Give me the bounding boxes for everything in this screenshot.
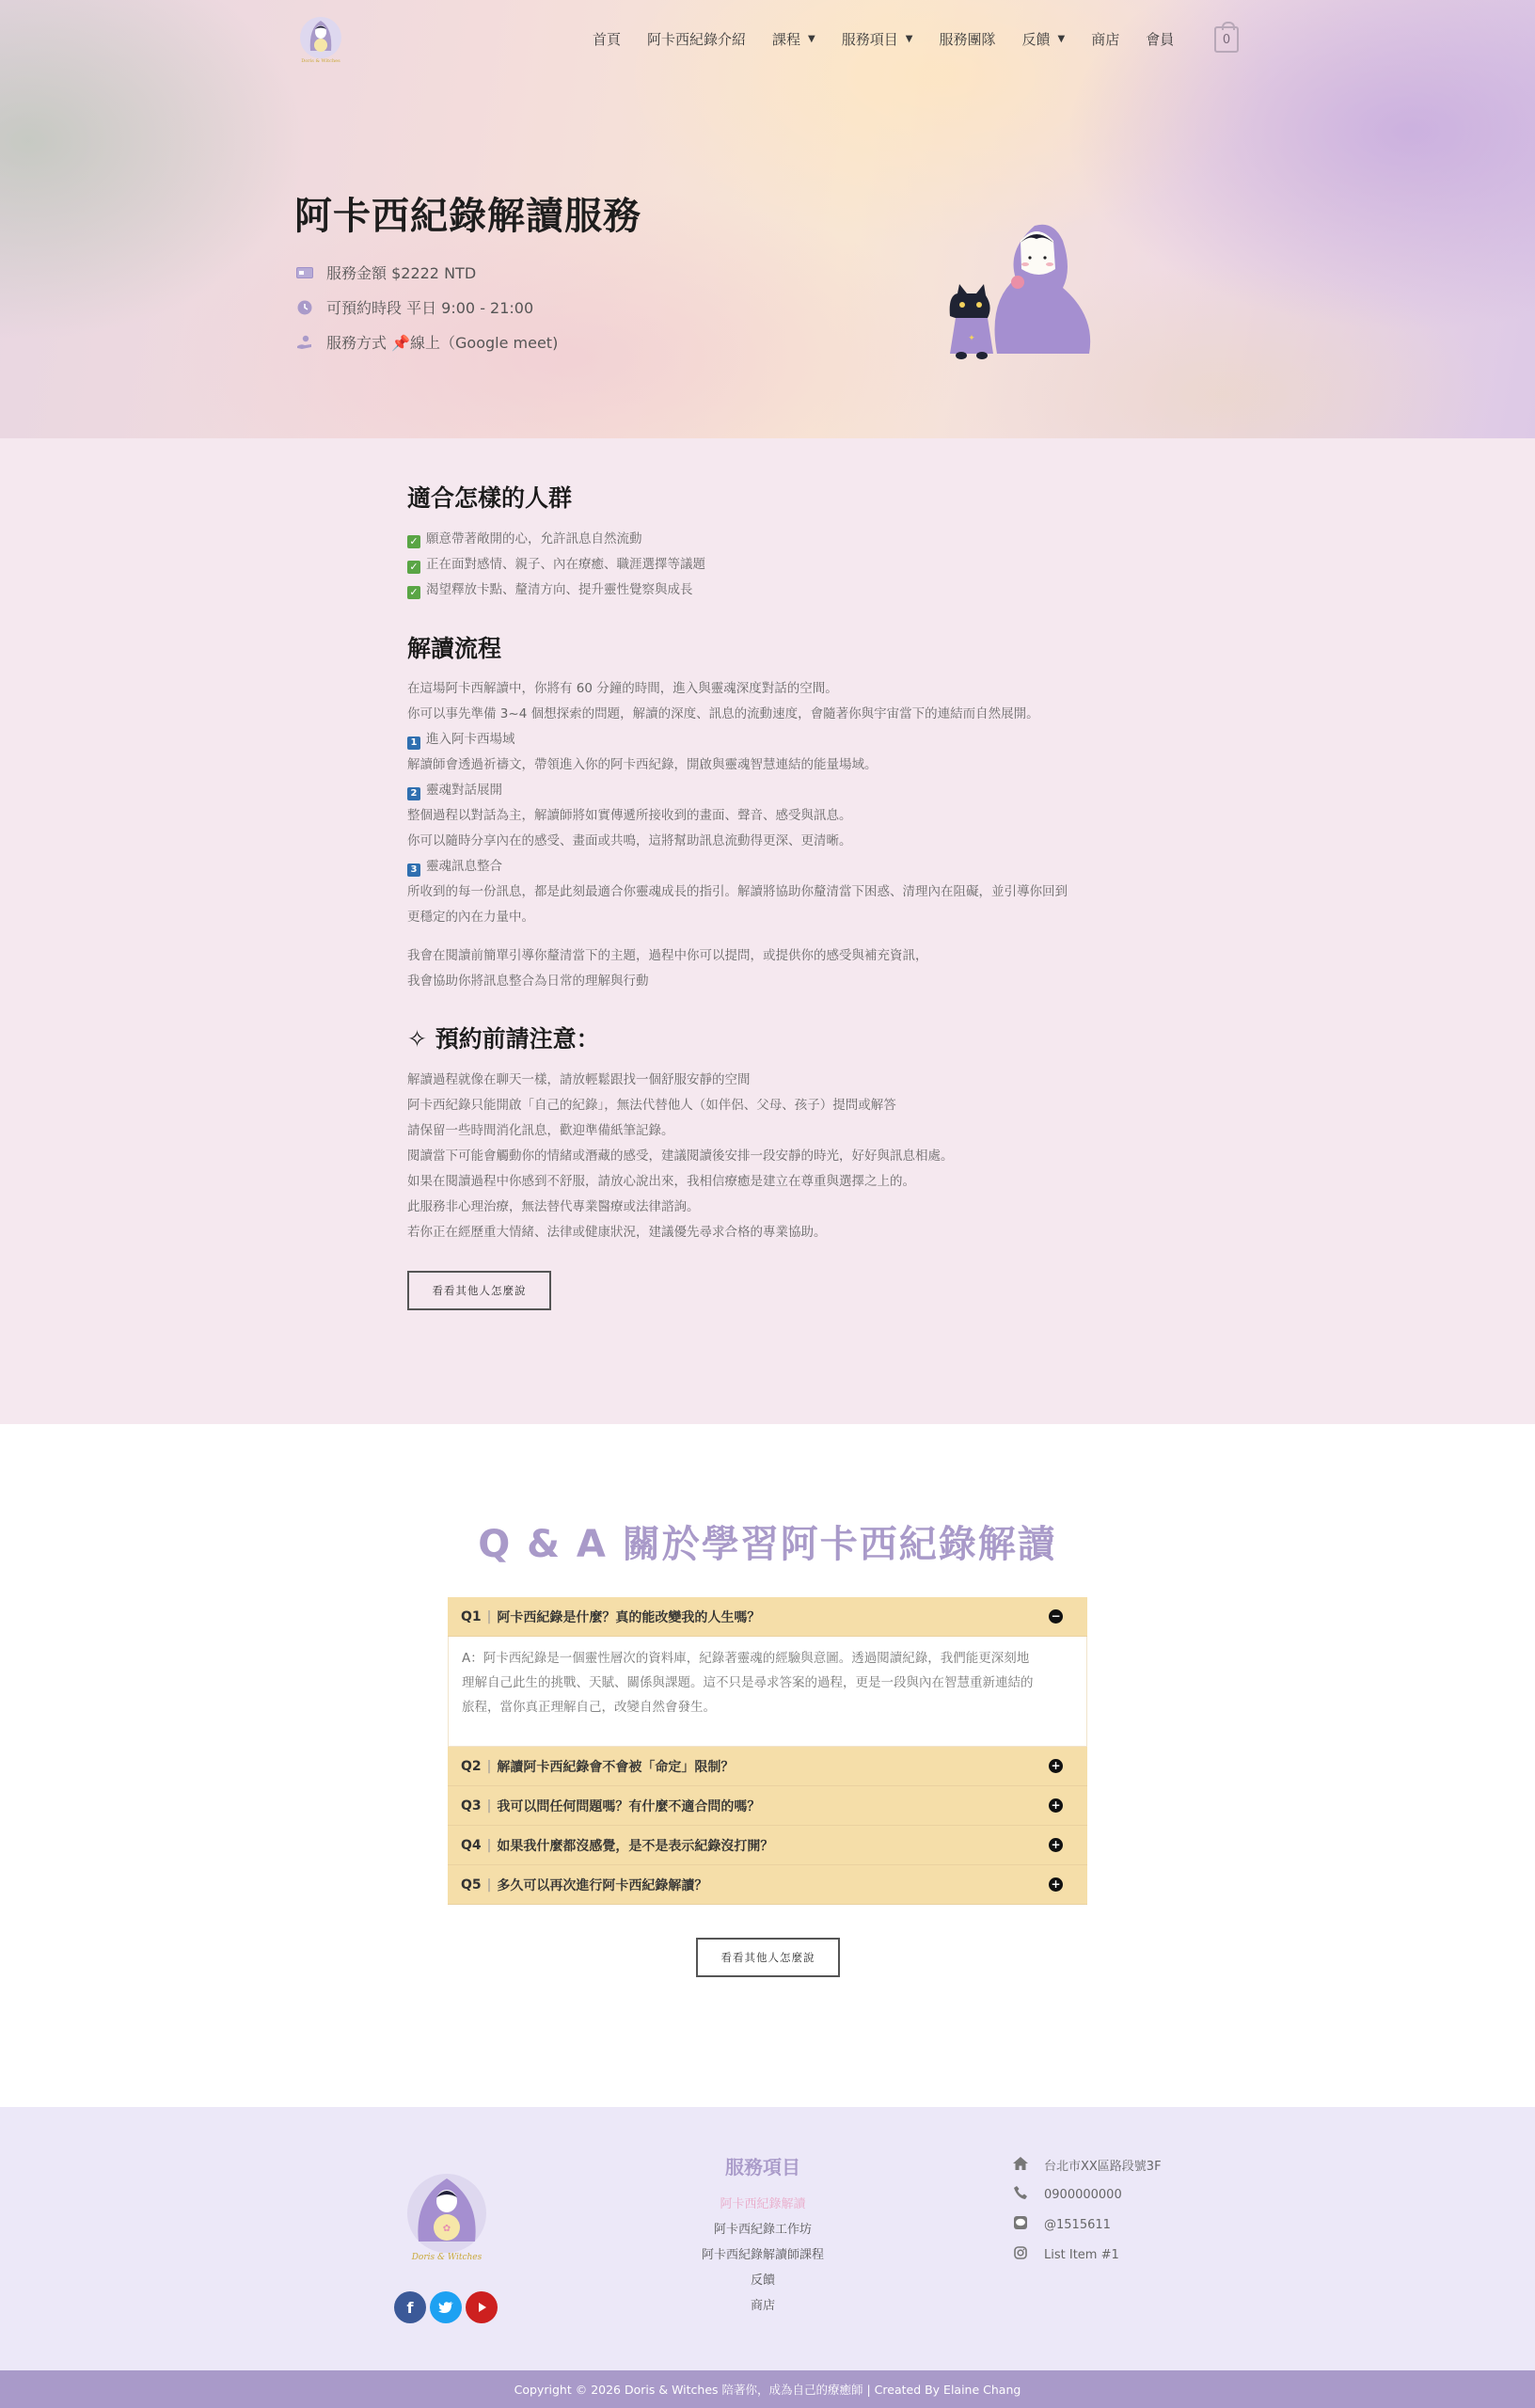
process-step-text: 整個過程以對話為主，解讀師將如實傳遞所接收到的畫面、聲音、感受與訊息。 (407, 808, 852, 823)
money-icon (296, 264, 313, 281)
faq-item-q1[interactable]: Q1 | 阿卡西紀錄是什麼？真的能改變我的人生嗎？ − (448, 1597, 1087, 1637)
notice-item: 請保留一些時間消化訊息，歡迎準備紙筆記錄。 (407, 1123, 674, 1138)
footer-link-workshop[interactable]: 阿卡西紀錄工作坊 (713, 2223, 812, 2237)
svg-text:✿: ✿ (442, 2224, 451, 2234)
minus-circle-icon[interactable]: − (1049, 1609, 1063, 1624)
price-line: 服務金額 $2222 NTD (296, 261, 476, 283)
service-detail-section (0, 438, 1535, 1424)
hours-line: 可預約時段 平日 9:00 - 21:00 (296, 296, 533, 318)
footer-link-feedback[interactable]: 反饋 (750, 2273, 775, 2288)
method-line: 服務方式 📌線上（Google meet) (296, 331, 558, 353)
cart-icon[interactable] (1214, 26, 1239, 53)
checkmark-icon: ✓ (407, 561, 420, 574)
process-closing: 我會協助你將訊息整合為日常的理解與行動 (407, 974, 649, 989)
caret-down-icon: ▼ (1057, 33, 1066, 44)
main-nav (593, 24, 1200, 53)
site-footer (0, 2107, 1535, 2370)
checkmark-icon: ✓ (407, 535, 420, 548)
process-step-text: 所收到的每一份訊息，都是此刻最適合你靈魂成長的指引。解讀將協助你釐清當下困惑、清理內在阻礙，並引導你回到 (407, 884, 1068, 899)
youtube-icon[interactable] (466, 2291, 498, 2323)
contact-line[interactable]: @1515611 (1012, 2216, 1111, 2233)
nav-item-services[interactable]: 服務項目 ▼ (841, 30, 913, 48)
clock-icon (296, 299, 313, 316)
caret-down-icon: ▼ (808, 33, 815, 44)
process-step-title: 3 靈魂訊息整合 (407, 855, 502, 877)
qa-see-reviews-button[interactable]: 看看其他人怎麼說 (696, 1938, 840, 1977)
notice-title: ✧ 預約前請注意： (407, 1025, 600, 1053)
nav-item-akashic-intro[interactable]: 阿卡西紀錄介紹 (647, 30, 747, 48)
process-intro: 在這場阿卡西解讀中，你將有 60 分鐘的時間，進入與靈魂深度對話的空間。 (407, 681, 838, 696)
line-app-icon (1012, 2216, 1029, 2233)
notice-item: 解讀過程就像在聊天一樣，請放輕鬆跟找一個舒服安靜的空間 (407, 1072, 751, 1087)
facebook-icon[interactable]: f (394, 2291, 426, 2323)
page-title: 阿卡西紀錄解讀服務 (294, 195, 641, 238)
plus-circle-icon[interactable]: + (1049, 1798, 1063, 1813)
footer-link-reading[interactable]: 阿卡西紀錄解讀 (720, 2197, 806, 2211)
faq-answer-q1: A：阿卡西紀錄是一個靈性層次的資料庫，紀錄著靈魂的經驗與意圖。透過閱讀紀錄，我們能更深刻地 理解自己此生的挑戰、天賦、關係與課題。這不只是尋求答案的過程，更是一段與內在智慧重新連結的 旅程，當你真正理解自己，改變自然會發生。 (448, 1637, 1087, 1747)
notice-item: 閱讀當下可能會觸動你的情緒或潛藏的感受，建議閱讀後安排一段安靜的時光，好好與訊息相處。 (407, 1149, 954, 1164)
process-step-text: 你可以隨時分享內在的感受、畫面或共鳴，這將幫助訊息流動得更深、更清晰。 (407, 833, 852, 848)
faq-accordion (448, 1597, 1087, 1905)
audience-item: ✓ 渴望釋放卡點、釐清方向、提升靈性覺察與成長 (407, 578, 693, 599)
process-closing: 我會在閱讀前簡單引導你釐清當下的主題，過程中你可以提問，或提供你的感受與補充資訊， (407, 948, 928, 963)
faq-item-q4[interactable]: Q4 | 如果我什麼都沒感覺，是不是表示紀錄沒打開？ + (448, 1826, 1087, 1865)
qa-title: Q & A 關於學習阿卡西紀錄解讀 (478, 1523, 1057, 1566)
notice-item: 此服務非心理治療，無法替代專業醫療或法律諮詢。 (407, 1199, 700, 1214)
process-step-title: 1 進入阿卡西場域 (407, 728, 515, 750)
process-step-text: 更穩定的內在力量中。 (407, 910, 534, 925)
hero-section (0, 0, 1535, 438)
nav-item-feedback[interactable]: 反饋 ▼ (1021, 30, 1066, 48)
cart-count: 0 (1222, 32, 1231, 47)
audience-title: 適合怎樣的人群 (407, 484, 573, 512)
instagram-icon (1012, 2246, 1029, 2263)
notice-item: 如果在閱讀過程中你感到不舒服，請放心說出來，我相信療癒是建立在尊重與選擇之上的。 (407, 1174, 915, 1189)
footer-link-shop[interactable]: 商店 (750, 2299, 775, 2313)
footer-logo[interactable] (395, 2162, 498, 2265)
copyright-bar: Copyright © 2026 Doris & Witches 陪著你，成為自己的療癒師 | Created By Elaine Chang (0, 2370, 1535, 2408)
svg-text:Doris & Witches: Doris & Witches (301, 58, 340, 64)
notice-item: 阿卡西紀錄只能開啟「自己的紀錄」，無法代替他人（如伴侶、父母、孩子）提問或解答 (407, 1098, 896, 1113)
plus-circle-icon[interactable]: + (1049, 1838, 1063, 1852)
number-three-icon: 3 (407, 863, 420, 877)
notice-item: 若你正在經歷重大情緒、法律或健康狀況，建議優先尋求合格的專業協助。 (407, 1225, 827, 1240)
nav-item-member[interactable]: 會員 (1146, 30, 1175, 48)
twitter-icon[interactable] (430, 2291, 462, 2323)
see-reviews-button[interactable]: 看看其他人怎麼說 (407, 1271, 551, 1310)
process-intro: 你可以事先準備 3~4 個想探索的問題，解讀的深度、訊息的流動速度，會隨著你與宇宙當下的連結而自然展開。 (407, 706, 1039, 721)
faq-item-q5[interactable]: Q5 | 多久可以再次進行阿卡西紀錄解讀？ + (448, 1865, 1087, 1905)
contact-address: 台北市XX區路段號3F (1012, 2156, 1162, 2174)
nav-item-courses[interactable]: 課程 ▼ (772, 30, 815, 48)
svg-text:✦: ✦ (968, 334, 975, 343)
contact-instagram[interactable]: List Item #1 (1012, 2246, 1119, 2263)
home-icon (1012, 2157, 1029, 2174)
audience-item: ✓ 正在面對感情、親子、內在療癒、職涯選擇等議題 (407, 553, 705, 574)
nav-item-team[interactable]: 服務團隊 (939, 30, 996, 48)
footer-logo-text: Doris & Witches (411, 2253, 483, 2262)
number-two-icon: 2 (407, 787, 420, 800)
plus-circle-icon[interactable]: + (1049, 1877, 1063, 1892)
footer-services-title: 服務項目 (725, 2156, 800, 2178)
site-logo[interactable] (293, 9, 348, 66)
nav-item-home[interactable]: 首頁 (593, 30, 622, 48)
faq-item-q3[interactable]: Q3 | 我可以問任何問題嗎？有什麼不適合問的嗎？ + (448, 1786, 1087, 1826)
hand-user-icon (296, 334, 313, 351)
faq-item-q2[interactable]: Q2 | 解讀阿卡西紀錄會不會被「命定」限制？ + (448, 1747, 1087, 1786)
process-title: 解讀流程 (407, 635, 502, 662)
checkmark-icon: ✓ (407, 586, 420, 599)
audience-item: ✓ 願意帶著敞開的心，允許訊息自然流動 (407, 528, 642, 548)
contact-phone[interactable]: 0900000000 (1012, 2186, 1122, 2203)
footer-link-reader-course[interactable]: 阿卡西紀錄解讀師課程 (701, 2248, 824, 2262)
plus-circle-icon[interactable]: + (1049, 1759, 1063, 1773)
number-one-icon: 1 (407, 737, 420, 750)
caret-down-icon: ▼ (905, 33, 913, 44)
process-step-title: 2 靈魂對話展開 (407, 779, 502, 800)
nav-item-shop[interactable]: 商店 (1091, 30, 1120, 48)
witch-and-cat-illustration (931, 213, 1110, 363)
process-step-text: 解讀師會透過祈禱文，帶領進入你的阿卡西紀錄，開啟與靈魂智慧連結的能量場域。 (407, 757, 878, 772)
phone-icon (1012, 2186, 1029, 2203)
